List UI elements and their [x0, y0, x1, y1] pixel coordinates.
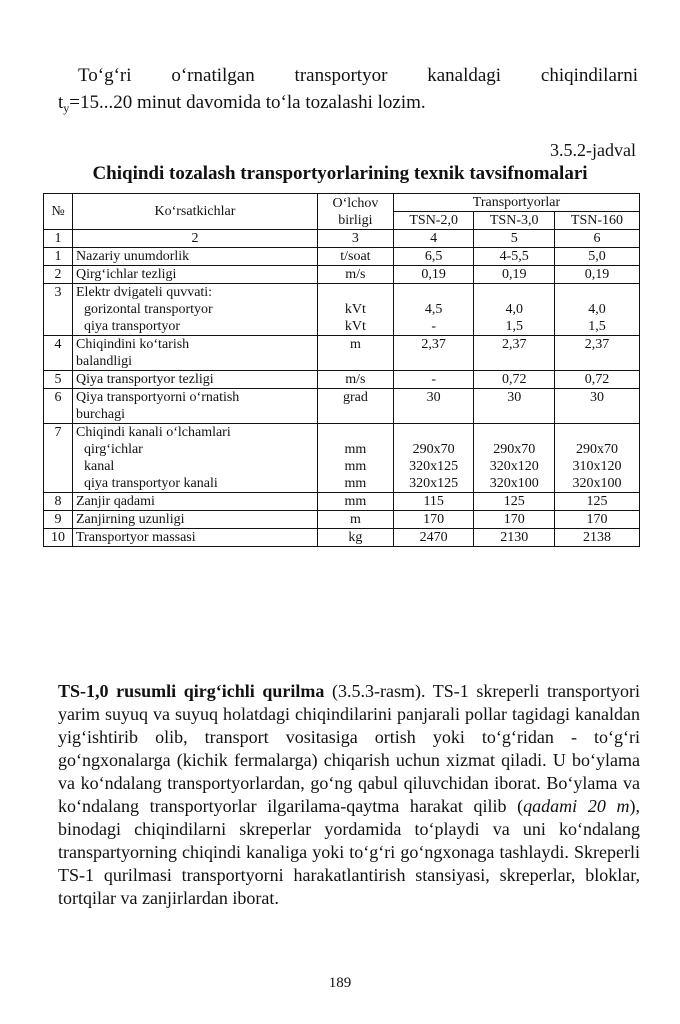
tsn20-cell-line: - [431, 372, 437, 387]
table-row [44, 336, 640, 371]
indicator-cell-line: qirg‘ichlar [84, 442, 143, 457]
unit-cell [317, 284, 393, 336]
index-cell: 5 [474, 230, 555, 248]
row-number: 1 [44, 248, 73, 266]
tsn20-cell-line: 320x125 [409, 459, 459, 474]
t-subscript: y [63, 101, 70, 115]
unit-cell-line: mm [344, 442, 367, 457]
tsn20-cell-line: - [431, 319, 437, 334]
tsn160-cell [554, 248, 639, 266]
indicator-cell-line: Zanjirning uzunligi [76, 512, 185, 527]
tsn160-cell-line: 5,0 [588, 249, 606, 264]
tsn30-cell-line: 4,0 [505, 302, 523, 317]
indicator-cell [73, 336, 318, 371]
indicator-cell-line: Qiya transportyor tezligi [76, 372, 214, 387]
tsn20-cell [393, 248, 474, 266]
unit-cell [317, 248, 393, 266]
header-indicator: Ko‘rsatkichlar [73, 194, 318, 230]
row-number: 4 [44, 336, 73, 371]
row-number: 5 [44, 371, 73, 389]
table-body [44, 230, 640, 547]
table-row [44, 371, 640, 389]
tsn160-cell-line [558, 424, 636, 441]
indicator-cell [73, 371, 318, 389]
indicator-cell [73, 284, 318, 336]
tsn160-cell [554, 371, 639, 389]
tsn20-cell [393, 389, 474, 424]
row-number: 10 [44, 529, 73, 547]
header-group: Transportyorlar [393, 194, 639, 212]
indicator-cell [73, 266, 318, 284]
tsn160-cell-line: 0,19 [584, 267, 610, 282]
body-paragraph [58, 680, 640, 910]
tsn160-cell [554, 529, 639, 547]
tsn30-cell-line: 320x100 [489, 476, 539, 491]
tsn160-cell-line: 4,0 [588, 302, 606, 317]
unit-cell [317, 371, 393, 389]
indicator-cell [73, 529, 318, 547]
table-label: 3.5.2-jadval [550, 140, 636, 160]
tsn20-cell-line [397, 406, 471, 423]
unit-cell [317, 529, 393, 547]
tsn20-cell [393, 529, 474, 547]
indicator-cell [73, 248, 318, 266]
tsn20-cell-line: 290x70 [412, 442, 455, 457]
table-caption: Chiqindi tozalash transportyorlarining texnik tavsifnomalari [92, 163, 588, 184]
index-cell: 6 [554, 230, 639, 248]
tsn160-cell [554, 284, 639, 336]
tsn20-cell-line: 170 [423, 512, 445, 527]
tsn30-cell-line: 30 [507, 390, 522, 405]
header-model-1: TSN-2,0 [393, 212, 474, 230]
tsn20-cell-line: 30 [426, 390, 441, 405]
table-row [44, 424, 640, 493]
tsn20-cell-line: 4,5 [424, 302, 443, 317]
tsn20-cell [393, 284, 474, 336]
table-row [44, 511, 640, 529]
header-num: № [44, 194, 73, 230]
intro-line-2 [58, 89, 638, 118]
row-number: 8 [44, 493, 73, 511]
tsn160-cell [554, 266, 639, 284]
t-symbol: t [58, 92, 64, 113]
indicator-cell-line: Elektr dvigateli quvvati: [76, 285, 213, 300]
tsn160-cell-line: 290x70 [575, 442, 618, 457]
tsn160-cell [554, 336, 639, 371]
unit-cell-line: grad [342, 390, 368, 405]
unit-cell-line: m [349, 337, 361, 352]
tsn20-cell [393, 493, 474, 511]
tsn160-cell [554, 424, 639, 493]
row-number: 6 [44, 389, 73, 424]
tsn30-cell-line: 4-5,5 [499, 249, 529, 264]
tsn30-cell [474, 371, 555, 389]
header-unit-line1: O‘lchov [332, 195, 379, 211]
table-row [44, 493, 640, 511]
indicator-cell-line: qiya transportyor [84, 319, 181, 334]
unit-cell [317, 389, 393, 424]
unit-cell-line: kVt [344, 319, 366, 334]
tsn20-cell [393, 266, 474, 284]
tsn30-cell-line [477, 406, 551, 423]
tsn160-cell [554, 511, 639, 529]
tsn160-cell-line: 125 [586, 494, 608, 509]
header-model-3: TSN-160 [554, 212, 639, 230]
tsn30-cell-line: 2,37 [501, 337, 527, 352]
tsn160-cell-line: 170 [586, 512, 608, 527]
tsn30-cell-line: 1,5 [505, 319, 523, 334]
tsn30-cell [474, 424, 555, 493]
index-row [44, 230, 640, 248]
indicator-cell [73, 389, 318, 424]
tsn160-cell [554, 389, 639, 424]
index-cell: 4 [393, 230, 474, 248]
index-cell: 3 [317, 230, 393, 248]
tsn20-cell-line: 320x125 [409, 476, 459, 491]
tsn160-cell-line: 1,5 [588, 319, 606, 334]
tsn30-cell-line: 2130 [500, 530, 529, 545]
tsn160-cell-line [558, 284, 636, 301]
tsn30-cell [474, 266, 555, 284]
tsn20-cell [393, 336, 474, 371]
tsn30-cell-line: 170 [503, 512, 525, 527]
indicator-cell-line: Chiqindi kanali o‘lchamlari [76, 425, 231, 440]
unit-cell-line: m [349, 512, 361, 527]
tsn30-cell [474, 389, 555, 424]
indicator-cell [73, 424, 318, 493]
tsn20-cell-line: 2470 [419, 530, 448, 545]
tsn160-cell-line [558, 406, 636, 423]
intro-text [58, 62, 638, 118]
row-number: 2 [44, 266, 73, 284]
unit-cell-line [321, 353, 390, 370]
tsn20-cell-line [397, 284, 471, 301]
tsn30-cell-line: 125 [503, 494, 525, 509]
intro-line-2-rest: =15...20 minut davomida to‘la tozalashi lozim. [69, 92, 426, 113]
indicator-cell [73, 511, 318, 529]
tsn30-cell-line: 0,19 [501, 267, 527, 282]
unit-cell [317, 424, 393, 493]
indicator-cell-line: gorizontal transportyor [84, 302, 213, 317]
unit-cell-line: kVt [344, 302, 366, 317]
index-cell: 2 [73, 230, 318, 248]
tsn20-cell [393, 424, 474, 493]
tsn30-cell-line [477, 424, 551, 441]
tsn160-cell-line: 2,37 [584, 337, 610, 352]
tsn20-cell-line [397, 424, 471, 441]
unit-cell-line: kg [348, 530, 363, 545]
tsn30-cell-line: 0,72 [501, 372, 527, 387]
unit-cell [317, 266, 393, 284]
paragraph-text-2: ), binodagi chiqindilarni skreperlar yordamida to‘playdi va uni ko‘ndalang transpartyorning chiqindi kanaliga yoki to‘g‘ri go‘ngxonaga tashlaydi. Skreperli TS-1 qurilmasi transportyorni harakatlantirish stansiyasi, skreperlar, bloklar, tortqilar va zanjirlardan iborat. [58, 796, 641, 908]
table-row [44, 248, 640, 266]
tsn160-cell-line: 310x120 [572, 459, 622, 474]
unit-cell-line: mm [344, 459, 367, 474]
index-cell: 1 [44, 230, 73, 248]
paragraph-italic: qadami 20 m [523, 796, 630, 816]
row-number: 9 [44, 511, 73, 529]
paragraph-text-1: (3.5.3-rasm). TS-1 skreperli transportyori yarim suyuq va suyuq holatdagi chiqindilarini panjarali pollar tagidagi kanaldan yig‘ishtirib olib, transport vositasiga ortish yoki to‘g‘ridan - to‘g‘ri go‘ngxonalarga (kichik fermalarga) chiqarish uchun xizmat qiladi. U bo‘ylama va ko‘ndalang transportyorlardan, go‘ng qabul qiluvchidan iborat. Bo‘ylama va ko‘ndalang transportyorlar ilgarilama-qaytma harakat qilib ( [58, 681, 640, 816]
indicator-cell-line: Transportyor massasi [76, 530, 196, 545]
tsn30-cell [474, 529, 555, 547]
unit-cell-line: mm [344, 476, 367, 491]
header-unit-line2: birligi [338, 212, 373, 228]
unit-cell [317, 493, 393, 511]
tsn20-cell-line: 115 [423, 494, 444, 509]
tsn20-cell [393, 371, 474, 389]
tsn20-cell-line: 2,37 [421, 337, 446, 352]
indicator-cell [73, 493, 318, 511]
tsn160-cell-line: 0,72 [584, 372, 610, 387]
unit-cell-line [321, 406, 390, 423]
table-row [44, 266, 640, 284]
unit-cell-line: mm [344, 494, 367, 509]
unit-cell [317, 511, 393, 529]
unit-cell [317, 336, 393, 371]
table-row [44, 529, 640, 547]
indicator-cell-line: burchagi [76, 407, 125, 422]
indicator-cell-line: balandligi [76, 354, 132, 369]
row-number: 3 [44, 284, 73, 336]
tsn30-cell-line [477, 353, 551, 370]
unit-cell-line [321, 424, 390, 441]
tsn30-cell [474, 493, 555, 511]
spec-table [43, 193, 640, 547]
page-number: 189 [328, 975, 352, 991]
tsn160-cell-line: 2138 [582, 530, 611, 545]
tsn20-cell-line [397, 353, 471, 370]
indicator-cell-line: Qirg‘ichlar tezligi [76, 267, 177, 282]
table-row [44, 389, 640, 424]
row-number: 7 [44, 424, 73, 493]
indicator-cell-line: Nazariy unumdorlik [76, 249, 190, 264]
tsn20-cell [393, 511, 474, 529]
indicator-cell-line: kanal [84, 459, 115, 474]
indicator-cell-line: Qiya transportyorni o‘rnatish [76, 390, 240, 405]
indicator-cell-line: qiya transportyor kanali [84, 476, 218, 491]
tsn30-cell [474, 284, 555, 336]
tsn20-cell-line: 6,5 [424, 249, 443, 264]
tsn160-cell [554, 493, 639, 511]
tsn160-cell-line: 30 [589, 390, 604, 405]
tsn160-cell-line [558, 353, 636, 370]
tsn30-cell-line [477, 284, 551, 301]
tsn30-cell [474, 248, 555, 266]
tsn30-cell [474, 511, 555, 529]
unit-cell-line [321, 284, 390, 301]
table-row [44, 284, 640, 336]
tsn30-cell [474, 336, 555, 371]
indicator-cell-line: Zanjir qadami [76, 494, 155, 509]
header-unit [317, 194, 393, 230]
unit-cell-line: m/s [345, 372, 366, 387]
unit-cell-line: t/soat [340, 249, 371, 264]
paragraph-bold-lead: TS-1,0 rusumli qirg‘ichli qurilma [58, 681, 325, 701]
tsn30-cell-line: 290x70 [493, 442, 536, 457]
header-model-2: TSN-3,0 [474, 212, 555, 230]
tsn160-cell-line: 320x100 [572, 476, 622, 491]
indicator-cell-line: Chiqindini ko‘tarish [76, 337, 190, 352]
tsn30-cell-line: 320x120 [489, 459, 539, 474]
unit-cell-line: m/s [345, 267, 366, 282]
intro-line-1: To‘g‘ri o‘rnatilgan transportyor kanaldagi chiqindilarni [78, 65, 638, 86]
tsn20-cell-line: 0,19 [421, 267, 446, 282]
